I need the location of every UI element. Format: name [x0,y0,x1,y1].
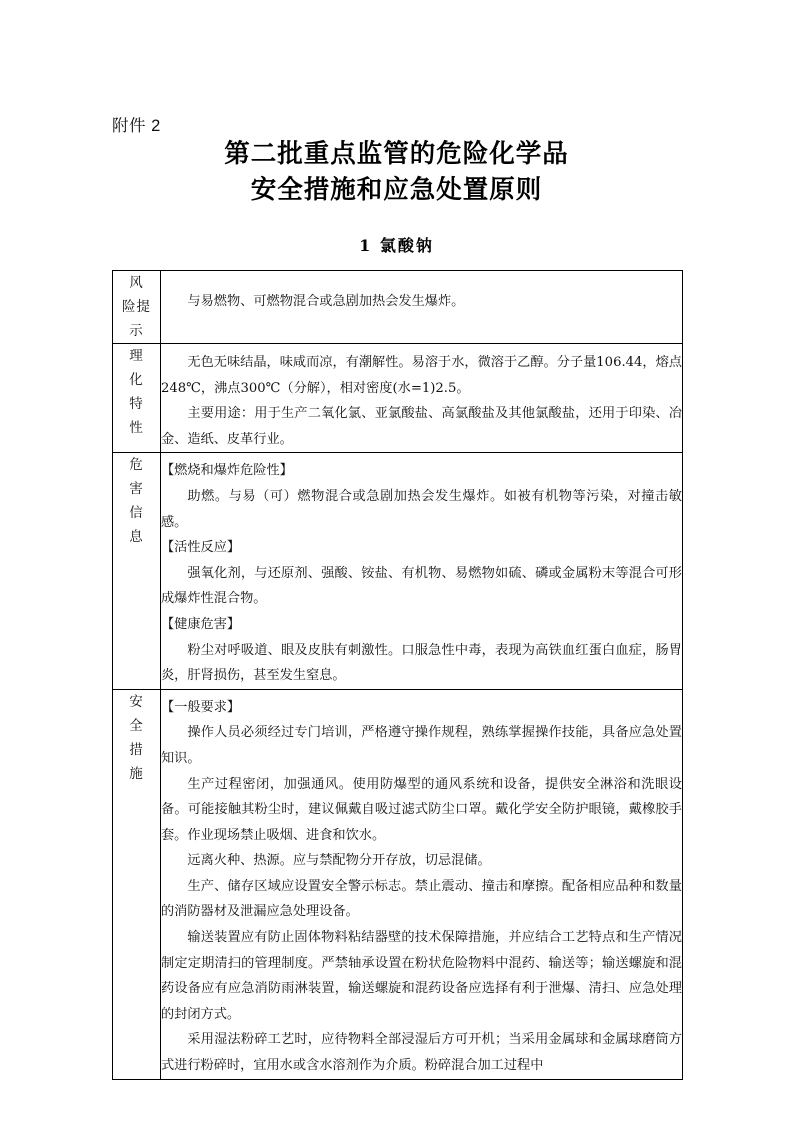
row-label-risk [113,271,161,344]
row-label-line: 特 [129,396,144,412]
row-label-line: 理 [129,348,144,364]
paragraph: 强氧化剂，与还原剂、强酸、铵盐、有机物、易燃物如硫、磷或金属粉末等混合可形成爆炸性混合物。 [161,565,682,607]
row-label-line: 措 [129,741,144,758]
paragraph: 与易燃物、可燃物混合或急剧加热会发生爆炸。 [187,294,465,309]
paragraph: 助燃。与易（可）燃物混合或急剧加热会发生爆炸。如被有机物等污染，对撞击敏感。 [161,488,682,530]
row-label-line: 风 [129,275,144,291]
row-content-physical-properties [161,344,683,453]
paragraph: 操作人员必须经过专门培训，严格遵守操作规程，熟练掌握操作技能，具备应急处置知识。 [161,725,682,766]
title-line-1: 第二批重点监管的危险化学品 [224,139,569,169]
row-label-line: 化 [129,372,144,388]
paragraph-heading: 【活性反应】 [161,540,241,556]
paragraph-heading: 【一般要求】 [161,699,241,715]
paragraph: 生产过程密闭，加强通风。使用防爆型的通风系统和设备，提供安全淋浴和洗眼设备。可能接触其粉尘时，建议佩戴自吸过滤式防尘口罩。戴化学安全防护眼镜，戴橡胶手套。作业现场禁止吸烟、进食和饮水。 [161,776,682,843]
table-row-risk [113,271,683,344]
row-label-safety-measures [113,689,161,1079]
row-label-line: 害 [129,481,144,498]
row-label-physical-properties [113,344,161,453]
attachment-label: 附件 2 [112,117,161,135]
row-label-line: 危 [129,457,144,474]
paragraph: 远离火种、热源。应与禁配物分开存放，切忌混储。 [187,853,491,869]
chemical-info-table [112,270,683,1080]
row-label-line: 息 [129,529,144,546]
row-content-risk [161,271,683,344]
row-label-line: 示 [129,323,144,339]
page-title [0,136,793,208]
row-label-line: 险提 [122,299,151,315]
section-title: 1 氯酸钠 [359,236,434,255]
paragraph: 粉尘对呼吸道、眼及皮肤有刺激性。口服急性中毒，表现为高铁血红蛋白血症，肠胃炎，肝肾损伤，甚至发生窒息。 [161,642,682,684]
row-label-line: 性 [129,420,144,436]
paragraph: 生产、储存区域应设置安全警示标志。禁止震动、撞击和摩擦。配备相应品种和数量的消防器材及泄漏应急处理设备。 [161,878,682,920]
paragraph: 无色无味结晶，味咸而凉，有潮解性。易溶于水，微溶于乙醇。分子量106.44，熔点248℃，沸点300℃（分解），相对密度(水=1)2.5。 [161,355,682,396]
paragraph: 主要用途：用于生产二氧化氯、亚氯酸盐、高氯酸盐及其他氯酸盐，还用于印染、冶金、造纸、皮革行业。 [161,406,682,447]
table-row-physical-properties [113,344,683,453]
paragraph-heading: 【健康危害】 [161,616,241,632]
title-line-2: 安全措施和应急处置原则 [250,175,543,205]
table-row-safety-measures [113,689,683,1079]
paragraph: 输送装置应有防止固体物料粘结器壁的技术保障措施，并应结合工艺特点和生产情况制定定期清扫的管理制度。严禁轴承设置在粉状危险物料中混药、输送等；输送螺旋和混药设备应有应急消防雨淋装置，输送螺旋和混药设备应选择有利于泄爆、清扫、应急处理的封闭方式。 [161,930,682,1022]
row-content-safety-measures [161,689,683,1079]
row-label-line: 施 [129,765,144,782]
row-content-hazard-info [161,453,683,689]
row-label-line: 信 [129,505,144,522]
row-label-line: 全 [129,717,144,734]
paragraph-heading: 【燃烧和爆炸危险性】 [161,463,293,479]
paragraph: 采用湿法粉碎工艺时，应待物料全部浸湿后方可开机；当采用金属球和金属球磨筒方式进行粉碎时，宜用水或含水溶剂作为介质。粉碎混合加工过程中 [161,1032,682,1074]
table-row-hazard-info [113,453,683,689]
row-label-hazard-info [113,453,161,689]
table-body [113,271,683,1080]
row-label-line: 安 [129,693,144,710]
